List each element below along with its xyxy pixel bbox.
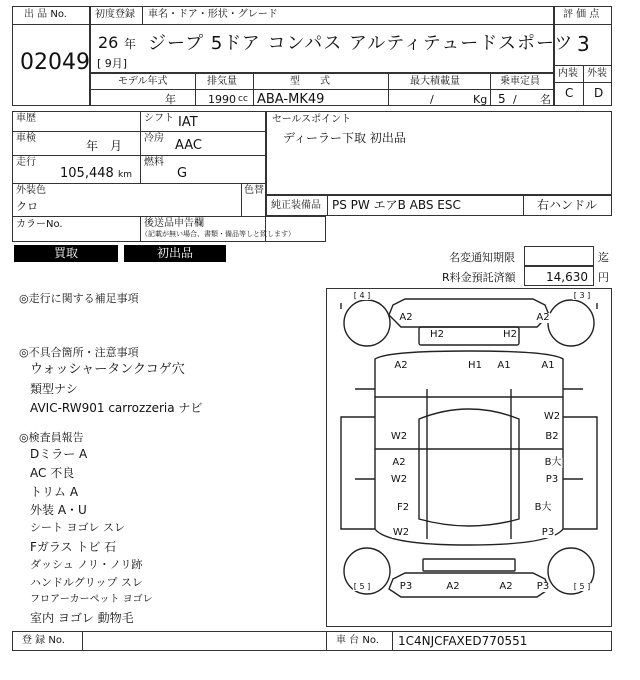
damage-mark: A1	[497, 360, 511, 371]
title-change-label: 名変通知期限	[449, 251, 515, 264]
steering-side: 右ハンドル	[537, 198, 598, 212]
inspector-item: Dミラー A	[30, 447, 88, 461]
registration-month: [ 9月]	[97, 57, 128, 70]
max-load-label: 最大積載量	[410, 76, 460, 87]
damage-mark: B大	[534, 502, 552, 513]
capacity-slash: /	[513, 93, 517, 106]
chassis-number: 1C4NJCFAXED770551	[398, 634, 528, 648]
displacement-label: 排気量	[207, 76, 237, 87]
exterior-color-label: 外装色	[16, 185, 46, 196]
damage-mark: H2	[503, 329, 517, 340]
mileage-value: 105,448	[60, 166, 114, 181]
displacement: 1990	[208, 93, 236, 106]
inspector-item: シート ヨゴレ スレ	[30, 521, 125, 534]
inspector-item: 外装 A・U	[30, 503, 87, 517]
damage-mark: P3	[536, 581, 550, 592]
purchase-badge: 買取	[14, 245, 118, 262]
damage-mark: A2	[536, 312, 550, 323]
damage-mark: H1	[468, 360, 482, 371]
damage-mark: A2	[394, 360, 408, 371]
interior-grade: C	[565, 86, 574, 100]
first-registration-label: 初度登録	[95, 9, 135, 20]
equipment-label: 純正装備品	[271, 200, 321, 211]
damage-mark: P3	[399, 581, 413, 592]
color-change-label: 色替	[244, 185, 264, 196]
score-label: 評 価 点	[563, 9, 600, 20]
fuel-label: 燃料	[144, 157, 164, 168]
lot-number: 02049	[20, 50, 90, 75]
damage-mark: A2	[399, 312, 413, 323]
load-slash: /	[430, 93, 434, 106]
model-year-label: モデル年式	[118, 76, 168, 87]
aftermarket-label: 後送品申告欄	[144, 218, 204, 229]
shift-value: IAT	[178, 115, 198, 130]
load-unit: Kg	[473, 93, 488, 106]
defect-item: AVIC-RW901 carrozzeria ナビ	[30, 401, 203, 415]
mileage-label: 走行	[16, 157, 36, 168]
inspector-item: トリム A	[30, 485, 79, 499]
registration-number-label: 登 録 No.	[22, 635, 65, 646]
damage-mark: W2	[392, 527, 410, 538]
model-year-unit: 年	[165, 93, 176, 106]
color-number-label: カラーNo.	[16, 219, 63, 230]
diagram-corner-label: [ 5 ]	[573, 582, 591, 591]
defect-item: 類型ナシ	[30, 382, 78, 396]
ac-value: AAC	[175, 138, 202, 153]
model-code: ABA-MK49	[257, 92, 325, 107]
inspector-item: ダッシュ ノリ・ノリ跡	[30, 558, 143, 571]
ac-label: 冷房	[144, 133, 164, 144]
defect-item: ウォッシャータンクコゲ穴	[30, 362, 185, 377]
exterior-color: クロ	[16, 200, 38, 213]
inspection-value: 年 月	[86, 139, 123, 153]
damage-mark: W2	[543, 411, 561, 422]
recycle-unit: 円	[598, 271, 609, 284]
damage-mark: B大	[544, 457, 562, 468]
history-label: 車歴	[16, 113, 36, 124]
recycle-label: R料金預託済額	[442, 271, 516, 284]
damage-mark: P3	[541, 527, 555, 538]
driving-notes-title: ◎走行に関する補足事項	[19, 292, 139, 305]
recycle-value: 14,630	[546, 270, 588, 284]
aftermarket-note: （記載が無い場合、書類・備品等しと致します）	[141, 230, 295, 238]
inspector-title: ◎検査員報告	[19, 431, 84, 444]
chassis-number-label: 車 台 No.	[336, 635, 379, 646]
damage-mark: B2	[545, 431, 559, 442]
damage-mark: P3	[545, 474, 559, 485]
exterior-grade: D	[594, 86, 604, 100]
lot-number-label: 出 品 No.	[24, 9, 67, 20]
year-unit: 年	[124, 37, 137, 51]
car-name: ジープ 5ドア コンパス アルティテュードスポーツ	[148, 33, 574, 54]
score-value: 3	[577, 32, 590, 56]
inspector-item: 室内 ヨゴレ 動物毛	[30, 611, 134, 625]
diagram-corner-label: [ 4 ]	[353, 291, 371, 300]
damage-mark: A1	[541, 360, 555, 371]
car-outline-drawing	[327, 289, 611, 626]
diagram-corner-label: [ 5 ]	[353, 582, 371, 591]
registration-year: 26	[98, 33, 119, 52]
damage-mark: F2	[396, 502, 410, 513]
shift-label: シフト	[144, 113, 174, 124]
damage-mark: A2	[392, 457, 406, 468]
type-label: 型 式	[290, 76, 330, 87]
inspector-item: Fガラス トビ 石	[30, 540, 117, 554]
sales-point-text: ディーラー下取 初出品	[283, 131, 406, 145]
inspection-label: 車検	[16, 133, 36, 144]
defects-title: ◎不具合箇所・注意事項	[19, 346, 139, 359]
damage-mark: A2	[446, 581, 460, 592]
inspector-item: ハンドルグリップ スレ	[30, 576, 143, 589]
exterior-label: 外装	[587, 68, 607, 79]
damage-mark: A2	[499, 581, 513, 592]
title-change-box	[524, 246, 594, 266]
first-listing-badge: 初出品	[124, 245, 226, 262]
displacement-unit: cc	[238, 94, 248, 104]
damage-mark: W2	[390, 474, 408, 485]
mileage-unit: km	[118, 170, 132, 180]
car-name-label: 車名・ドア・形状・グレード	[148, 9, 278, 20]
damage-mark: H2	[430, 329, 444, 340]
inspector-item: フロアーカーペット ヨゴレ	[30, 594, 153, 605]
damage-diagram	[326, 288, 612, 627]
capacity-label: 乗車定員	[500, 76, 540, 87]
title-change-unit: 迄	[598, 251, 609, 264]
interior-label: 内装	[558, 68, 578, 79]
capacity-value: 5	[498, 92, 506, 106]
equipment-list: PS PW エアB ABS ESC	[332, 198, 461, 212]
diagram-corner-label: [ 3 ]	[573, 291, 591, 300]
inspector-item: AC 不良	[30, 466, 75, 480]
damage-mark: W2	[390, 431, 408, 442]
sales-point-label: セールスポイント	[272, 114, 352, 125]
fuel-value: G	[177, 166, 188, 181]
capacity-unit: 名	[540, 93, 551, 106]
